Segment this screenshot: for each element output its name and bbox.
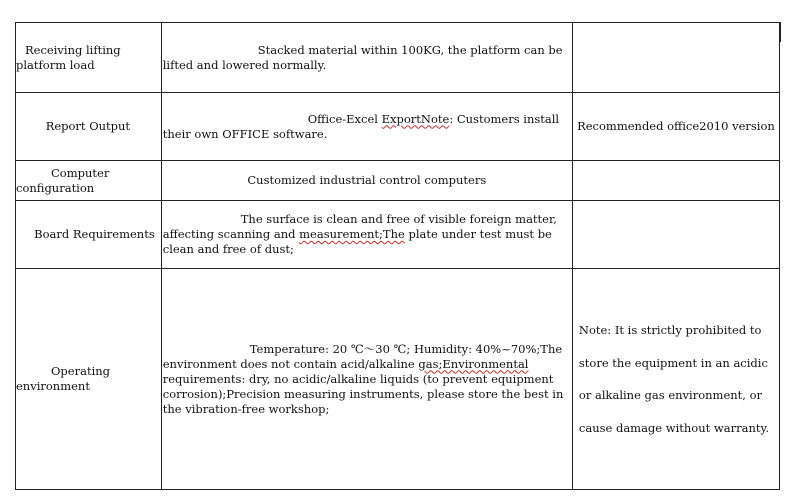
row-label: Report Output — [45, 119, 131, 133]
row-desc-part: plate under test must be clean and free of dust; — [162, 227, 552, 256]
row-desc-part: : Customers install their own OFFICE software. — [162, 111, 560, 141]
table-row — [16, 23, 780, 93]
row-label-cell — [16, 93, 162, 161]
row-note: Recommended office2010 version — [577, 119, 775, 133]
row-label: Board Requirements — [34, 227, 155, 241]
row-desc: Stacked material within 100KG, the platform can be lifted and lowered normally. — [162, 42, 563, 72]
row-desc-part: Temperature: 20 ℃～30 ℃; Humidity: 40%~70%;The environment does not contain acid/alkaline — [162, 341, 563, 371]
row-desc-flagged: gas;Environmental — [418, 356, 529, 371]
table-row — [16, 269, 780, 490]
row-desc-part: The surface is clean and free of visible foreign matter, affecting scanning and — [162, 212, 557, 241]
row-desc-cell — [161, 161, 572, 201]
table-row — [16, 161, 780, 201]
row-desc — [162, 112, 572, 142]
row-desc-cell — [161, 93, 572, 161]
row-note-cell — [572, 161, 779, 201]
row-label-cell — [16, 23, 162, 93]
row-label-cell — [16, 201, 162, 269]
row-note: Note: It is strictly prohibited to store the equipment in an acidic or alkaline gas environment, or cause damage without warranty. — [578, 323, 770, 435]
table-right-border — [780, 22, 781, 42]
row-note-cell — [572, 201, 779, 269]
row-desc-part: requirements: dry, no acidic/alkaline liquids (to prevent equipment corrosion);Precision measuring instruments, please store the best in the vibration-free workshop; — [162, 371, 564, 416]
row-note-cell — [572, 269, 779, 490]
row-label: Operating environment — [16, 364, 111, 393]
row-desc: Customized industrial control computers — [247, 173, 487, 187]
row-desc-flagged: measurement;The — [299, 227, 405, 241]
spec-table — [15, 22, 780, 490]
row-desc-cell — [161, 23, 572, 93]
row-label: Receiving lifting platform load — [16, 42, 121, 72]
row-desc-flagged: ExportNote — [381, 111, 450, 126]
row-label-cell — [16, 161, 162, 201]
row-label-cell — [16, 269, 162, 490]
row-desc-part: Office-Excel — [307, 111, 382, 126]
row-desc — [162, 212, 572, 257]
row-note-cell — [572, 23, 779, 93]
table-row — [16, 201, 780, 269]
row-label: Computer configuration — [16, 165, 110, 195]
table-row — [16, 93, 780, 161]
row-desc-cell — [161, 201, 572, 269]
row-note-cell — [572, 93, 779, 161]
row-desc — [162, 342, 572, 417]
row-desc-cell — [161, 269, 572, 490]
